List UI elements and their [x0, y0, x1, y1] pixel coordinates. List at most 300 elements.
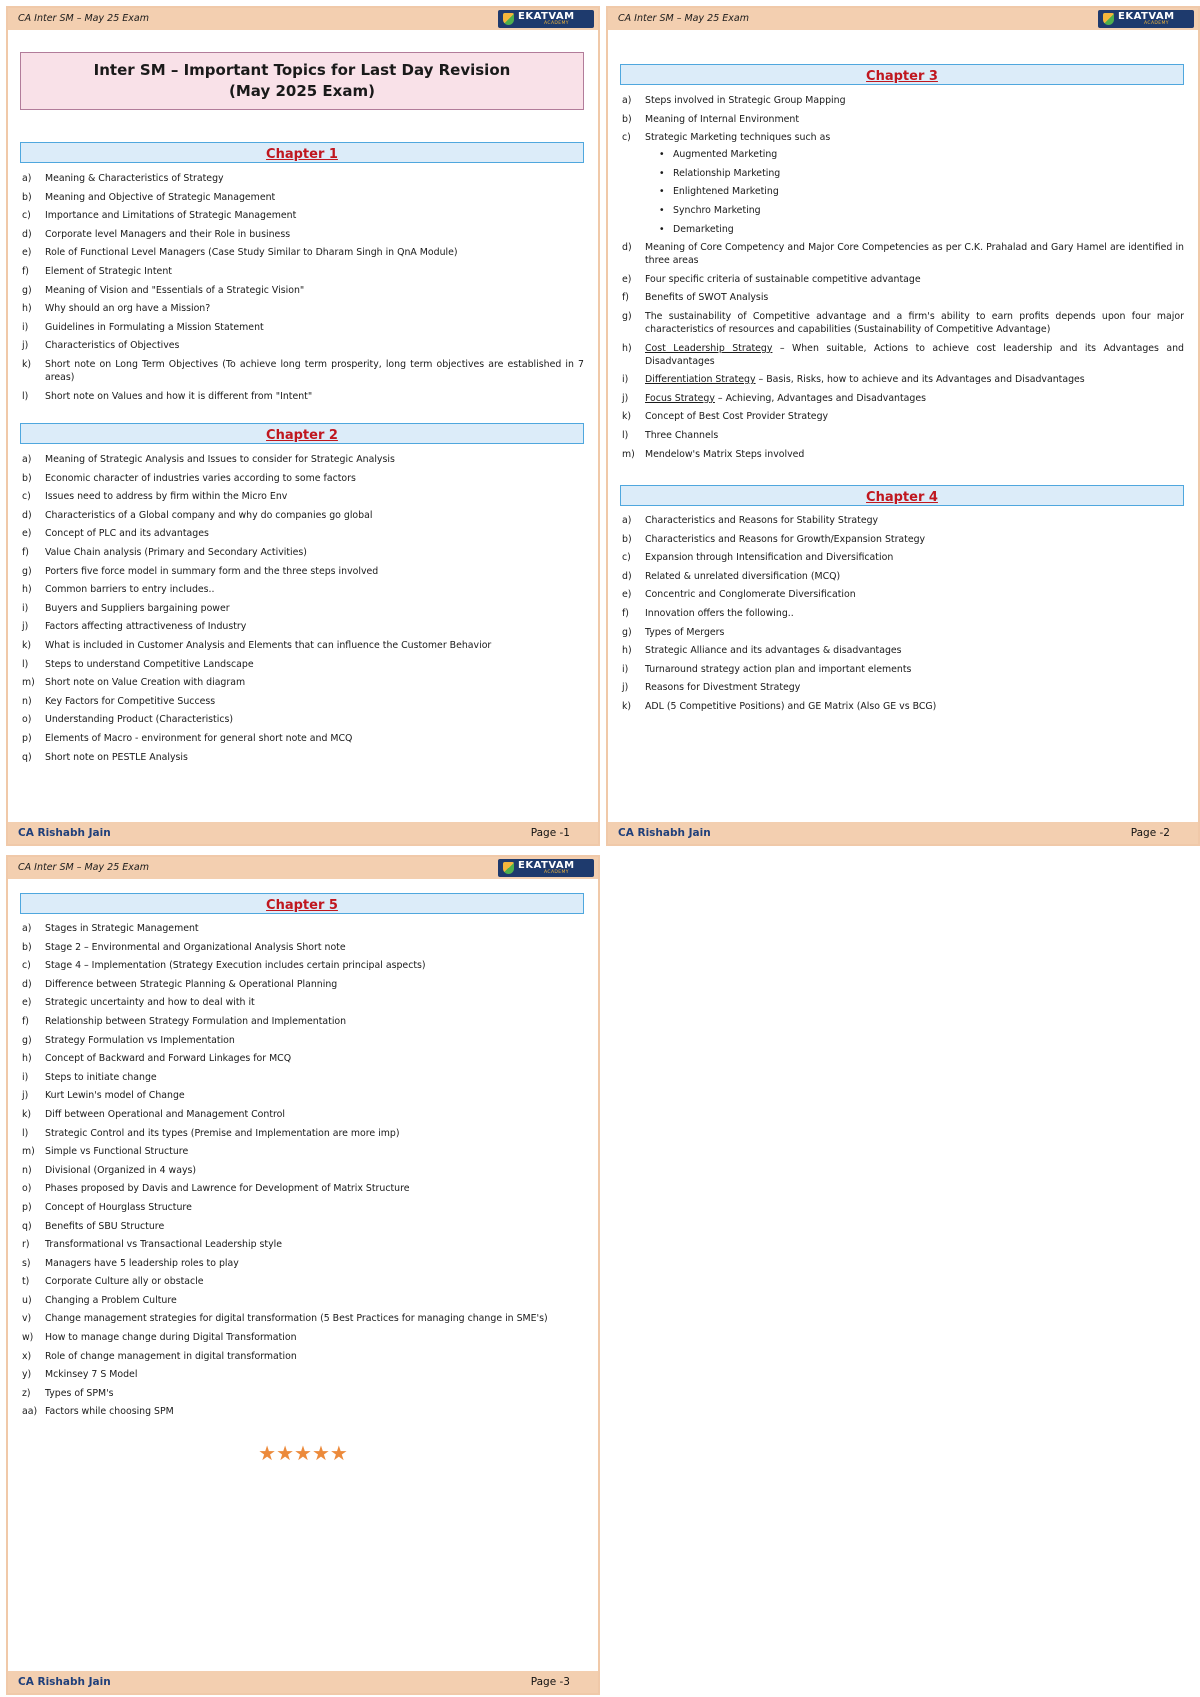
- item-text: Guidelines in Formulating a Mission Statement: [45, 321, 264, 333]
- chapter-title: Chapter 4: [866, 490, 938, 505]
- item-text: Short note on Value Creation with diagram: [45, 677, 246, 689]
- sub-list-item: [659, 148, 1184, 161]
- item-letter: a): [622, 515, 632, 526]
- list-item: [22, 1052, 584, 1065]
- item-text: Concept of Hourglass Structure: [45, 1201, 192, 1213]
- list-item: [22, 695, 584, 708]
- item-text: Role of Functional Level Managers (Case Study Similar to Dharam Singh in QnA Module): [45, 247, 458, 259]
- list-item: [22, 509, 584, 522]
- item-letter: g): [22, 565, 32, 577]
- item-letter: q): [22, 751, 32, 763]
- item-text: Economic character of industries varies according to some factors: [45, 472, 356, 484]
- list-item: [622, 514, 1184, 527]
- list-item: [622, 131, 1184, 235]
- item-letter: w): [22, 1332, 34, 1344]
- five-star-icon: ★★★★★: [258, 1441, 348, 1465]
- item-text: Innovation offers the following..: [645, 607, 794, 619]
- item-text: Corporate Culture ally or obstacle: [45, 1276, 204, 1288]
- item-text: Related & unrelated diversification (MCQ): [645, 570, 841, 582]
- list-item: [22, 922, 584, 935]
- item-text: Meaning of Strategic Analysis and Issues to consider for Strategic Analysis: [45, 454, 395, 465]
- list-item: [22, 941, 584, 954]
- list-item: [622, 588, 1184, 601]
- item-letter: m): [622, 448, 635, 460]
- item-text: Characteristics and Reasons for Stability Strategy: [645, 515, 879, 526]
- sub-list-item: [659, 185, 1184, 198]
- list-item: [22, 1182, 584, 1195]
- list-item: [622, 429, 1184, 442]
- item-letter: f): [22, 265, 29, 277]
- item-text: Kurt Lewin's model of Change: [45, 1090, 185, 1102]
- list-item: [22, 1331, 584, 1344]
- item-text: Meaning of Internal Environment: [645, 113, 800, 125]
- item-text: Characteristics of a Global company and why do companies go global: [45, 509, 373, 521]
- list-item: [22, 527, 584, 540]
- list-item: [22, 620, 584, 633]
- item-letter: c): [622, 552, 631, 564]
- item-letter: t): [22, 1276, 30, 1288]
- logo-subtext: ACADEMY: [1144, 21, 1169, 26]
- item-letter: h): [622, 342, 632, 354]
- item-text: Characteristics of Objectives: [45, 340, 180, 352]
- chapter-2-heading: [20, 423, 584, 444]
- item-letter: b): [22, 941, 32, 953]
- list-item: [22, 228, 584, 241]
- item-text: Diff between Operational and Management Control: [45, 1108, 286, 1120]
- item-text: Concentric and Conglomerate Diversification: [645, 589, 856, 601]
- chapter-2-list: [22, 453, 584, 769]
- item-letter: f): [22, 1015, 29, 1027]
- item-letter: j): [22, 1090, 29, 1102]
- item-letter: k): [22, 639, 32, 651]
- list-item: [22, 658, 584, 671]
- item-text: Managers have 5 leadership roles to play: [45, 1257, 239, 1269]
- item-letter: c): [22, 960, 31, 972]
- item-letter: i): [22, 1071, 29, 1083]
- sub-list-item: [659, 223, 1184, 236]
- item-letter: d): [22, 978, 32, 990]
- item-text: Steps to initiate change: [45, 1071, 157, 1083]
- logo-subtext: ACADEMY: [544, 21, 569, 26]
- academy-logo: [498, 859, 594, 877]
- header-text: CA Inter SM – May 25 Exam: [18, 862, 149, 873]
- item-letter: k): [22, 358, 32, 370]
- page-footer: [608, 822, 1198, 844]
- item-letter: b): [622, 533, 632, 545]
- item-text: Buyers and Suppliers bargaining power: [45, 602, 230, 614]
- item-text: Strategic Control and its types (Premise and Implementation are more imp): [45, 1127, 400, 1139]
- item-letter: m): [22, 1146, 35, 1158]
- item-letter: v): [22, 1313, 32, 1325]
- item-label: Differentiation Strategy: [645, 374, 756, 386]
- title-line-1: Inter SM – Important Topics for Last Day Revision: [93, 61, 511, 79]
- list-item: [622, 644, 1184, 657]
- item-text: Short note on PESTLE Analysis: [45, 751, 188, 763]
- item-letter: i): [22, 321, 29, 333]
- item-text: Relationship between Strategy Formulation and Implementation: [45, 1015, 347, 1027]
- item-text: Meaning of Vision and "Essentials of a Strategic Vision": [45, 284, 305, 296]
- bullet-icon: •: [659, 167, 665, 179]
- item-text: Phases proposed by Davis and Lawrence for Development of Matrix Structure: [45, 1183, 410, 1195]
- item-text: Characteristics and Reasons for Growth/Expansion Strategy: [645, 533, 926, 545]
- list-item: [22, 732, 584, 745]
- page-3: [6, 855, 600, 1695]
- list-item: [22, 172, 584, 185]
- list-item: [22, 1405, 584, 1418]
- item-letter: y): [22, 1369, 32, 1381]
- logo-subtext: ACADEMY: [544, 870, 569, 875]
- item-letter: o): [22, 1183, 32, 1195]
- item-letter: s): [22, 1257, 31, 1269]
- list-item: [622, 551, 1184, 564]
- item-text: Strategy Formulation vs Implementation: [45, 1034, 235, 1046]
- item-text: – Basis, Risks, how to achieve and its Advantages and Disadvantages: [755, 374, 1085, 386]
- item-text: Stage 4 – Implementation (Strategy Execution includes certain principal aspects): [45, 960, 426, 972]
- item-letter: z): [22, 1387, 31, 1399]
- list-item: [22, 1108, 584, 1121]
- list-item: [22, 490, 584, 503]
- logo-text: EKATVAM: [1118, 11, 1175, 22]
- item-text: Strategic uncertainty and how to deal with it: [45, 997, 255, 1009]
- item-letter: l): [622, 429, 629, 441]
- sub-item-text: Augmented Marketing: [673, 149, 778, 161]
- item-letter: b): [22, 472, 32, 484]
- list-item: [22, 1275, 584, 1288]
- page-header: [608, 8, 1198, 30]
- item-text: Factors affecting attractiveness of Industry: [45, 621, 247, 633]
- list-item: [22, 583, 584, 596]
- footer-author: CA Rishabh Jain: [18, 1676, 111, 1688]
- item-text: Change management strategies for digital transformation (5 Best Practices for managing change in SME's): [45, 1313, 548, 1325]
- sub-item-text: Relationship Marketing: [673, 167, 781, 179]
- list-item: [22, 1368, 584, 1381]
- item-letter: n): [22, 1164, 32, 1176]
- item-letter: c): [22, 210, 31, 222]
- list-item: [22, 390, 584, 403]
- item-letter: b): [22, 191, 32, 203]
- item-letter: j): [622, 682, 629, 694]
- item-text: Concept of Best Cost Provider Strategy: [645, 411, 829, 423]
- item-text: Simple vs Functional Structure: [45, 1146, 189, 1158]
- list-item: [622, 241, 1184, 267]
- chapter-4-heading: [620, 485, 1184, 506]
- item-letter: k): [622, 411, 632, 423]
- list-item: [622, 392, 1184, 405]
- list-item: [22, 1034, 584, 1047]
- header-text: CA Inter SM – May 25 Exam: [618, 13, 749, 24]
- item-text: Benefits of SWOT Analysis: [645, 292, 769, 304]
- list-item: [22, 1257, 584, 1270]
- item-text: Short note on Values and how it is different from "Intent": [45, 390, 313, 402]
- item-letter: h): [22, 584, 32, 596]
- item-text: Element of Strategic Intent: [45, 265, 172, 277]
- item-letter: x): [22, 1350, 32, 1362]
- list-item: [22, 1387, 584, 1400]
- list-item: [622, 273, 1184, 286]
- bullet-icon: •: [659, 149, 665, 161]
- item-text: Difference between Strategic Planning & Operational Planning: [45, 978, 338, 990]
- item-text: Three Channels: [645, 429, 719, 441]
- list-item: [22, 1312, 584, 1325]
- item-text: The sustainability of Competitive advantage and a firm's ability to earn profits depends upon four major characteristics of resources and capabilities (Sustainability of Competitive Advantage): [645, 310, 1184, 335]
- item-letter: a): [22, 173, 32, 184]
- item-text: Transformational vs Transactional Leadership style: [45, 1239, 283, 1251]
- list-item: [22, 246, 584, 259]
- chapter-3-heading: [620, 64, 1184, 85]
- item-text: Strategic Marketing techniques such as: [645, 132, 831, 144]
- bullet-icon: •: [659, 204, 665, 216]
- item-letter: k): [622, 700, 632, 712]
- sub-list: [659, 148, 1184, 235]
- item-letter: e): [22, 247, 32, 259]
- item-letter: aa): [22, 1406, 38, 1418]
- chapter-1-heading: [20, 142, 584, 163]
- item-letter: l): [22, 1127, 29, 1139]
- item-letter: d): [622, 570, 632, 582]
- sub-list-item: [659, 204, 1184, 217]
- item-letter: l): [22, 658, 29, 670]
- list-item: [22, 339, 584, 352]
- list-item: [22, 284, 584, 297]
- list-item: [22, 996, 584, 1009]
- footer-page-number: Page -2: [1130, 827, 1170, 839]
- chapter-title: Chapter 1: [266, 147, 338, 162]
- list-item: [22, 1015, 584, 1028]
- list-item: [22, 1350, 584, 1363]
- item-text: – Achieving, Advantages and Disadvantages: [714, 392, 927, 404]
- page-footer: [8, 822, 598, 844]
- chapter-title: Chapter 5: [266, 898, 338, 913]
- item-letter: a): [22, 454, 32, 465]
- item-letter: f): [622, 607, 629, 619]
- page-header: [8, 857, 598, 879]
- item-letter: g): [622, 310, 632, 322]
- item-text: Issues need to address by firm within the Micro Env: [45, 491, 288, 503]
- item-letter: b): [622, 113, 632, 125]
- list-item: [22, 602, 584, 615]
- page-2: [606, 6, 1200, 846]
- list-item: [622, 533, 1184, 546]
- list-item: [22, 1220, 584, 1233]
- chapter-3-list: [622, 94, 1184, 466]
- item-text: Elements of Macro - environment for general short note and MCQ: [45, 732, 353, 744]
- item-letter: k): [22, 1108, 32, 1120]
- footer-page-number: Page -1: [530, 827, 570, 839]
- list-item: [22, 751, 584, 764]
- list-item: [622, 700, 1184, 713]
- item-text: Strategic Alliance and its advantages & disadvantages: [645, 645, 902, 657]
- list-item: [22, 1294, 584, 1307]
- list-item: [622, 94, 1184, 107]
- item-letter: d): [622, 242, 632, 254]
- chapter-title: Chapter 3: [866, 69, 938, 84]
- item-text: Factors while choosing SPM: [45, 1406, 174, 1418]
- shield-icon: [503, 13, 514, 25]
- list-item: [22, 1145, 584, 1158]
- list-item: [22, 209, 584, 222]
- list-item: [622, 373, 1184, 386]
- logo-text: EKATVAM: [518, 11, 575, 22]
- list-item: [622, 681, 1184, 694]
- item-letter: j): [22, 340, 29, 352]
- item-letter: g): [622, 626, 632, 638]
- page-1: [6, 6, 600, 846]
- chapter-4-list: [622, 514, 1184, 719]
- list-item: [622, 113, 1184, 126]
- item-text: Key Factors for Competitive Success: [45, 695, 216, 707]
- list-item: [622, 448, 1184, 461]
- item-text: ADL (5 Competitive Positions) and GE Matrix (Also GE vs BCG): [645, 700, 937, 712]
- list-item: [622, 310, 1184, 336]
- item-text: Short note on Long Term Objectives (To achieve long term prosperity, long term objectives are established in 7 areas): [45, 358, 584, 383]
- item-text: What is included in Customer Analysis and Elements that can influence the Customer Behavior: [45, 639, 492, 651]
- item-text: Why should an org have a Mission?: [45, 303, 211, 315]
- list-item: [22, 302, 584, 315]
- chapter-title: Chapter 2: [266, 428, 338, 443]
- item-letter: p): [22, 1201, 32, 1213]
- list-item: [22, 713, 584, 726]
- list-item: [622, 410, 1184, 423]
- item-text: Porters five force model in summary form and the three steps involved: [45, 565, 379, 577]
- list-item: [622, 291, 1184, 304]
- list-item: [22, 358, 584, 384]
- item-letter: c): [22, 491, 31, 503]
- title-line-2: (May 2025 Exam): [229, 82, 375, 100]
- item-letter: q): [22, 1220, 32, 1232]
- list-item: [22, 978, 584, 991]
- academy-logo: [498, 10, 594, 28]
- page-header: [8, 8, 598, 30]
- item-text: Four specific criteria of sustainable competitive advantage: [645, 273, 921, 285]
- list-item: [622, 342, 1184, 368]
- item-letter: d): [22, 509, 32, 521]
- item-label: Cost Leadership Strategy: [645, 342, 773, 354]
- item-text: Mendelow's Matrix Steps involved: [645, 448, 805, 460]
- item-letter: h): [622, 645, 632, 657]
- item-letter: r): [22, 1239, 30, 1251]
- item-text: How to manage change during Digital Transformation: [45, 1332, 297, 1344]
- list-item: [22, 321, 584, 334]
- shield-icon: [503, 862, 514, 874]
- item-text: – When suitable, Actions to achieve cost leadership and its Advantages and Disadvantages: [645, 342, 1184, 367]
- item-text: Understanding Product (Characteristics): [45, 714, 234, 726]
- list-item: [622, 663, 1184, 676]
- item-letter: i): [22, 602, 29, 614]
- item-letter: g): [22, 1034, 32, 1046]
- item-text: Meaning & Characteristics of Strategy: [45, 173, 224, 184]
- item-text: Meaning of Core Competency and Major Core Competencies as per C.K. Prahalad and Gary Hamel are identified in three areas: [645, 242, 1184, 267]
- item-text: Benefits of SBU Structure: [45, 1220, 165, 1232]
- item-text: Concept of PLC and its advantages: [45, 528, 209, 540]
- item-letter: a): [622, 95, 632, 106]
- item-text: Types of SPM's: [45, 1387, 114, 1399]
- header-text: CA Inter SM – May 25 Exam: [18, 13, 149, 24]
- footer-page-number: Page -3: [530, 1676, 570, 1688]
- list-item: [622, 607, 1184, 620]
- item-label: Focus Strategy: [645, 392, 715, 404]
- item-letter: g): [22, 284, 32, 296]
- item-letter: u): [22, 1294, 32, 1306]
- item-letter: h): [22, 303, 32, 315]
- bullet-icon: •: [659, 186, 665, 198]
- shield-icon: [1103, 13, 1114, 25]
- list-item: [22, 265, 584, 278]
- list-item: [22, 676, 584, 689]
- item-text: Value Chain analysis (Primary and Secondary Activities): [45, 546, 307, 558]
- item-letter: e): [22, 997, 32, 1009]
- item-text: Changing a Problem Culture: [45, 1294, 177, 1306]
- item-text: Concept of Backward and Forward Linkages for MCQ: [45, 1053, 292, 1065]
- item-text: Importance and Limitations of Strategic Management: [45, 210, 297, 222]
- page-footer: [8, 1671, 598, 1693]
- item-text: Turnaround strategy action plan and important elements: [645, 663, 912, 675]
- sub-list-item: [659, 167, 1184, 180]
- sub-item-text: Demarketing: [673, 223, 734, 235]
- item-letter: f): [22, 546, 29, 558]
- item-letter: j): [22, 621, 29, 633]
- list-item: [622, 626, 1184, 639]
- list-item: [22, 1238, 584, 1251]
- item-text: Reasons for Divestment Strategy: [645, 682, 801, 694]
- item-letter: a): [22, 923, 32, 934]
- list-item: [22, 1127, 584, 1140]
- item-letter: m): [22, 677, 35, 689]
- item-letter: e): [622, 589, 632, 601]
- document-title: [20, 52, 584, 110]
- item-letter: p): [22, 732, 32, 744]
- chapter-5-heading: [20, 893, 584, 914]
- logo-text: EKATVAM: [518, 860, 575, 871]
- item-letter: f): [622, 292, 629, 304]
- sub-item-text: Synchro Marketing: [673, 204, 761, 216]
- item-letter: d): [22, 228, 32, 240]
- list-item: [622, 570, 1184, 583]
- academy-logo: [1098, 10, 1194, 28]
- list-item: [22, 1089, 584, 1102]
- item-text: Role of change management in digital transformation: [45, 1350, 297, 1362]
- item-letter: e): [622, 273, 632, 285]
- item-text: Stage 2 – Environmental and Organizational Analysis Short note: [45, 941, 346, 953]
- item-text: Steps to understand Competitive Landscape: [45, 658, 254, 670]
- list-item: [22, 472, 584, 485]
- footer-author: CA Rishabh Jain: [18, 827, 111, 839]
- chapter-1-list: [22, 172, 584, 408]
- chapter-5-list: [22, 922, 584, 1424]
- list-item: [22, 1071, 584, 1084]
- list-item: [22, 1201, 584, 1214]
- item-letter: o): [22, 714, 32, 726]
- item-letter: n): [22, 695, 32, 707]
- bullet-icon: •: [659, 223, 665, 235]
- list-item: [22, 191, 584, 204]
- item-letter: e): [22, 528, 32, 540]
- list-item: [22, 546, 584, 559]
- item-text: Corporate level Managers and their Role in business: [45, 228, 291, 240]
- item-letter: j): [622, 392, 629, 404]
- list-item: [22, 1164, 584, 1177]
- list-item: [22, 959, 584, 972]
- item-letter: c): [622, 132, 631, 144]
- item-text: Types of Mergers: [645, 626, 725, 638]
- list-item: [22, 639, 584, 652]
- item-text: Steps involved in Strategic Group Mapping: [645, 95, 846, 106]
- item-text: Meaning and Objective of Strategic Management: [45, 191, 276, 203]
- item-letter: i): [622, 374, 629, 386]
- item-letter: l): [22, 390, 29, 402]
- list-item: [22, 565, 584, 578]
- list-item: [22, 453, 584, 466]
- footer-author: CA Rishabh Jain: [618, 827, 711, 839]
